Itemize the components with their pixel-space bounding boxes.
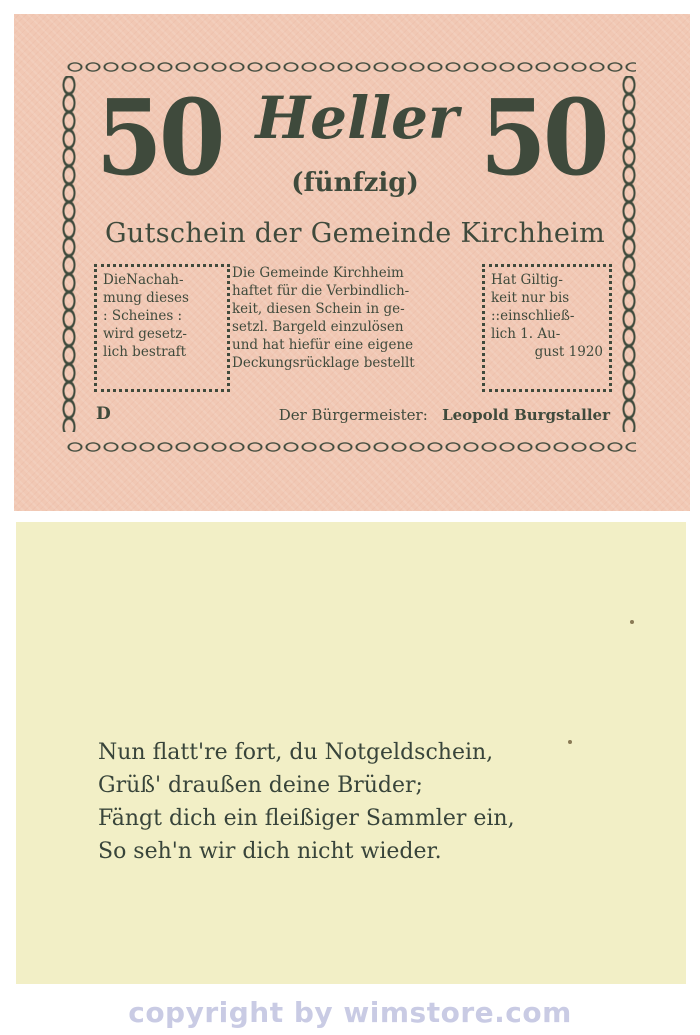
counterfeit-warning-box bbox=[94, 264, 230, 392]
validity-box bbox=[482, 264, 612, 392]
issuer-line: Gutschein der Gemeinde Kirchheim bbox=[105, 218, 605, 249]
warning-line: DieNachah- bbox=[103, 272, 184, 288]
validity-line: Hat Giltig- bbox=[491, 272, 563, 288]
signature-line bbox=[170, 406, 610, 424]
liability-line: haftet für die Verbindlich- bbox=[232, 283, 410, 299]
liability-line: keit, diesen Schein in ge- bbox=[232, 301, 405, 317]
poem-line: Nun flatt're fort, du Notgeldschein, bbox=[98, 740, 494, 765]
poem-line: Fängt dich ein fleißiger Sammler ein, bbox=[98, 806, 515, 831]
copyright-watermark: copyright by wimstore.com bbox=[128, 996, 572, 1029]
currency-title: Heller bbox=[255, 84, 459, 152]
ornamental-border-left bbox=[62, 76, 76, 432]
liability-line: und hat hiefür eine eigene bbox=[232, 337, 414, 353]
ornamental-border-bottom bbox=[66, 440, 636, 454]
warning-line: wird gesetz- bbox=[103, 326, 187, 342]
warning-line: : Scheines : bbox=[103, 308, 183, 324]
ornamental-border-right bbox=[622, 76, 636, 432]
signature-label: Der Bürgermeister: bbox=[278, 406, 428, 424]
warning-line: lich bestraft bbox=[103, 344, 187, 360]
validity-line: ::einschließ- bbox=[491, 308, 575, 324]
liability-text bbox=[232, 264, 474, 372]
paper-spot bbox=[630, 620, 634, 624]
liability-line: Die Gemeinde Kirchheim bbox=[232, 265, 404, 281]
ornamental-border-top bbox=[66, 60, 636, 74]
warning-line: mung dieses bbox=[103, 290, 189, 306]
amount-in-words: (fünfzig) bbox=[291, 168, 419, 198]
validity-line: gust 1920 bbox=[534, 344, 603, 360]
validity-line: lich 1. Au- bbox=[491, 326, 561, 342]
validity-line: keit nur bis bbox=[491, 290, 570, 306]
series-letter: D bbox=[96, 404, 111, 424]
poem bbox=[98, 736, 618, 868]
denomination-left: 50 bbox=[96, 76, 222, 199]
liability-line: setzl. Bargeld einzulösen bbox=[232, 319, 404, 335]
signature-name: Leopold Burgstaller bbox=[442, 406, 610, 424]
poem-line: Grüß' draußen deine Brüder; bbox=[98, 773, 423, 798]
poem-line: So seh'n wir dich nicht wieder. bbox=[98, 839, 442, 864]
liability-line: Deckungsrücklage bestellt bbox=[232, 355, 415, 371]
denomination-right: 50 bbox=[480, 76, 606, 199]
